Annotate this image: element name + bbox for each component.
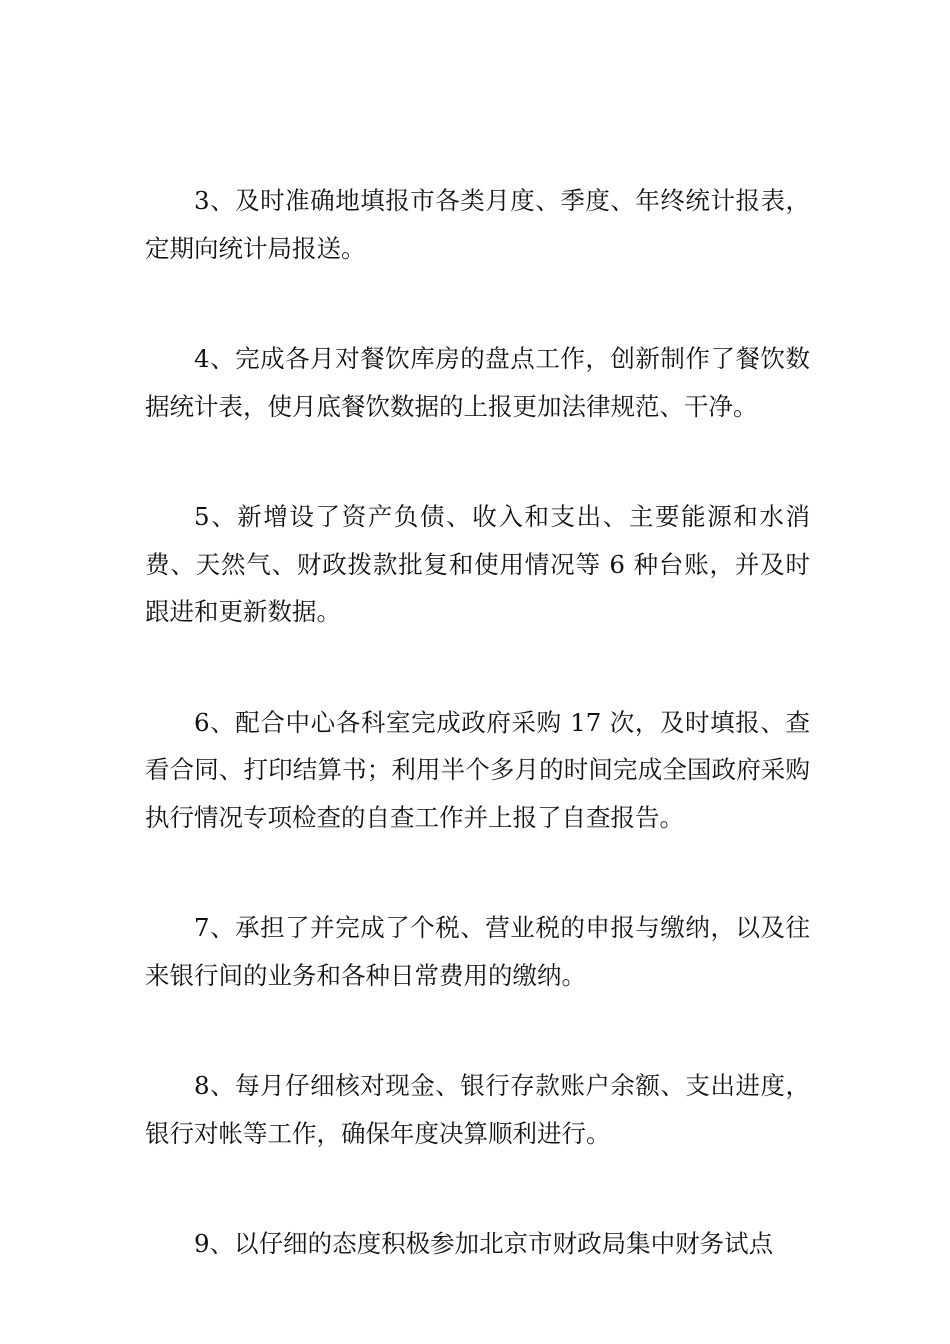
paragraph-item-5: 5、新增设了资产负债、收入和支出、主要能源和水消费、天然气、财政拨款批复和使用情况等 6 种台账，并及时跟进和更新数据。 bbox=[145, 502, 810, 626]
paragraph-spacer bbox=[145, 272, 810, 335]
paragraph-item-8: 8、每月仔细核对现金、银行存款账户余额、支出进度，银行对帐等工作，确保年度决算顺利进行。 bbox=[145, 1071, 810, 1148]
paragraph-item-9: 9、以仔细的态度积极参加北京市财政局集中财务试点 bbox=[194, 1229, 774, 1258]
paragraph-item-3: 3、及时准确地填报市各类月度、季度、年终统计报表，定期向统计局报送。 bbox=[145, 186, 810, 263]
paragraph-spacer bbox=[145, 636, 810, 699]
paragraph-spacer bbox=[145, 430, 810, 493]
paragraph-item-6: 6、配合中心各科室完成政府采购 17 次，及时填报、查看合同、打印结算书；利用半个多月的时间完成全国政府采购执行情况专项检查的自查工作并上报了自查报告。 bbox=[145, 707, 810, 832]
paragraph-spacer bbox=[145, 999, 810, 1062]
document-body bbox=[145, 177, 810, 1268]
paragraph-item-7: 7、承担了并完成了个税、营业税的申报与缴纳，以及往来银行间的业务和各种日常费用的缴纳。 bbox=[145, 913, 810, 990]
paragraph-spacer bbox=[145, 1157, 810, 1220]
paragraph-spacer bbox=[145, 841, 810, 904]
paragraph-item-4: 4、完成各月对餐饮库房的盘点工作，创新制作了餐饮数据统计表，使月底餐饮数据的上报更加法律规范、干净。 bbox=[145, 344, 810, 421]
